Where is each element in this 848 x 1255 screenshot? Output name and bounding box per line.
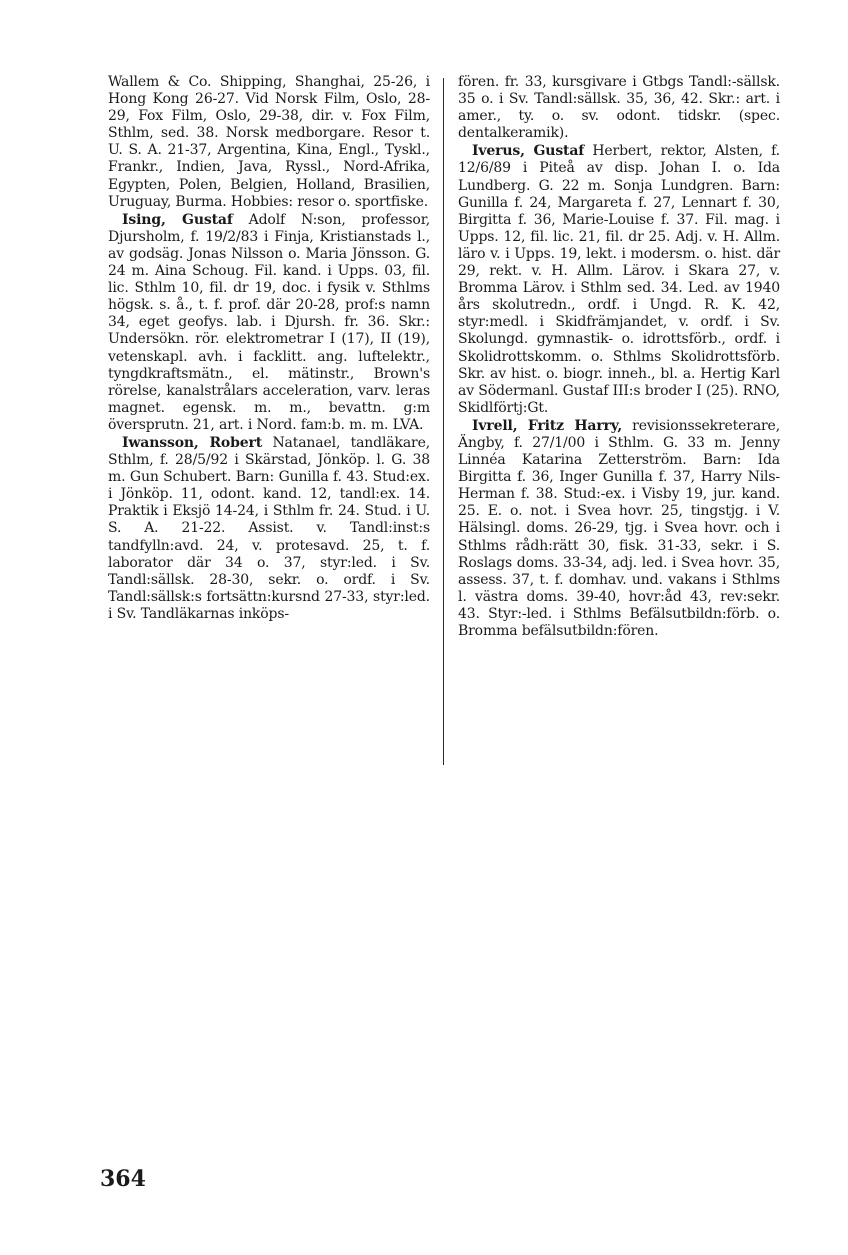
- entry-text: Herbert, rektor, Alsten, f. 12/6/89 i Piteå av disp. Johan I. o. Ida Lundberg. G. 22 m. Sonja Lundgren. Barn: Gunilla f. 24, Margareta f. 27, Lennart f. 30, Birgitta f. 36, Marie-Louise f. 37. Fil. mag. i Upps. 12, fil. lic. 21, fil. dr 25. Adj. v. H. Allm. läro v. i Upps. 19, lekt. i modersm. o. hist. där 29, rekt. v. H. Allm. Lärov. i Skara 27, v. Bromma Lärov. i Sthlm sed. 34. Led. av 1940 års skolutredn., ordf. i Ungd. R. K. 42, styr:medl. i Skidfrämjandet, v. ordf. i Sv. Skolungd. gymnastik- o. idrottsförb., ordf. i Skolidrottskomm. o. Sthlms Skolidrottsförb. Skr. av hist. o. biogr. inneh., bl. a. Hertig Karl av Södermanl. Gustaf III:s broder I (25). RNO, Skidlförtj:Gt.: [458, 143, 780, 416]
- entry-name: Ivrell, Fritz Harry,: [472, 417, 623, 434]
- entry-ivrell: [458, 418, 780, 640]
- entry-name: Iverus, Gustaf: [472, 143, 585, 160]
- column-divider: [443, 78, 444, 765]
- entry-text: Adolf N:son, professor, Djursholm, f. 19/2/83 i Finja, Kristianstads l., av godsäg. Jonas Nilsson o. Maria Jönsson. G. 24 m. Aina Schoug. Fil. kand. i Upps. 03, fil. lic. Sthlm 10, fil. dr 19, doc. i fysik v. Sthlms högsk. s. å., t. f. prof. där 20-28, prof:s namn 34, eget geofys. lab. i Djursh. fr. 36. Skr.: Undersökn. rör. elektrometrar I (17), II (19), vetenskapl. avh. i facklitt. ang. luftelektr., tyngdkraftsmätn., el. mätinstr., Brown's rörelse, kanalstrålars acceleration, varv. leras magnet. egensk. m. m., bevattn. g:m översprutn. 21, art. i Nord. fam:b. m. m. LVA.: [108, 211, 430, 433]
- entry-ising: [108, 212, 430, 434]
- entry-text: revisionssekreterare, Ängby, f. 27/1/00 i Sthlm. G. 33 m. Jenny Linnéa Katarina Zetterström. Barn: Ida Birgitta f. 36, Inger Gunilla f. 37, Harry Nils-Herman f. 38. Stud:-ex. i Visby 19, jur. kand. 25. E. o. not. i Svea hovr. 25, tingstjg. i V. Hälsingl. doms. 26-29, tjg. i Svea hovr. och i Sthlms rådh:rätt 30, fisk. 31-33, sekr. i S. Roslags doms. 33-34, adj. led. i Svea hovr. 35, assess. 37, t. f. domhav. und. vakans i Sthlms l. västra doms. 39-40, hovr:åd 43, rev:sekr. 43. Styr:-led. i Sthlms Befälsutbildn:förb. o. Bromma befälsutbildn:fören.: [458, 417, 780, 639]
- entry-iwansson: [108, 435, 430, 623]
- entry-iverus: [458, 143, 780, 417]
- entry-text: Natanael, tandläkare, Sthlm, f. 28/5/92 i Skärstad, Jönköp. l. G. 38 m. Gun Schubert. Barn: Gunilla f. 43. Stud:ex. i Jönköp. 11, odont. kand. 12, tandl:ex. 14. Praktik i Eksjö 14-24, i Sthlm fr. 24. Stud. i U. S. A. 21-22. Assist. v. Tandl:inst:s tandfylln:avd. 24, v. protesavd. 25, t. f. laborator där 34 o. 37, styr:led. i Sv. Tandl:sällsk. 28-30, sekr. o. ordf. i Sv. Tandl:sällsk:s fortsättn:kursnd 27-33, styr:led. i Sv. Tandläkarnas inköps-: [108, 434, 431, 622]
- entry-text: Wallem & Co. Shipping, Shanghai, 25-26, i Hong Kong 26-27. Vid Norsk Film, Oslo, 28-29, Fox Film, Oslo, 29-38, dir. v. Fox Film, Sthlm, sed. 38. Norsk medborgare. Resor t. U. S. A. 21-37, Argentina, Kina, Engl., Tyskl., Frankr., Indien, Java, Ryssl., Nord-Afrika, Egypten, Polen, Belgien, Holland, Brasilien, Uruguay, Burma. Hobbies: resor o. sportfiske.: [108, 74, 430, 210]
- right-column: [458, 74, 780, 641]
- page-number: 364: [100, 1166, 146, 1192]
- entry-name: Iwansson, Robert: [122, 434, 263, 451]
- left-column: [108, 74, 430, 624]
- entry-text: fören. fr. 33, kursgivare i Gtbgs Tandl:-sällsk. 35 o. i Sv. Tandl:sällsk. 35, 36, 42. Skr.: art. i amer., ty. o. sv. odont. tidskr. (spec. dentalkeramik).: [458, 74, 780, 142]
- entry-iwansson-continued: [458, 74, 780, 142]
- entry-name: Ising, Gustaf: [122, 211, 233, 228]
- entry-wallem-continued: [108, 74, 430, 211]
